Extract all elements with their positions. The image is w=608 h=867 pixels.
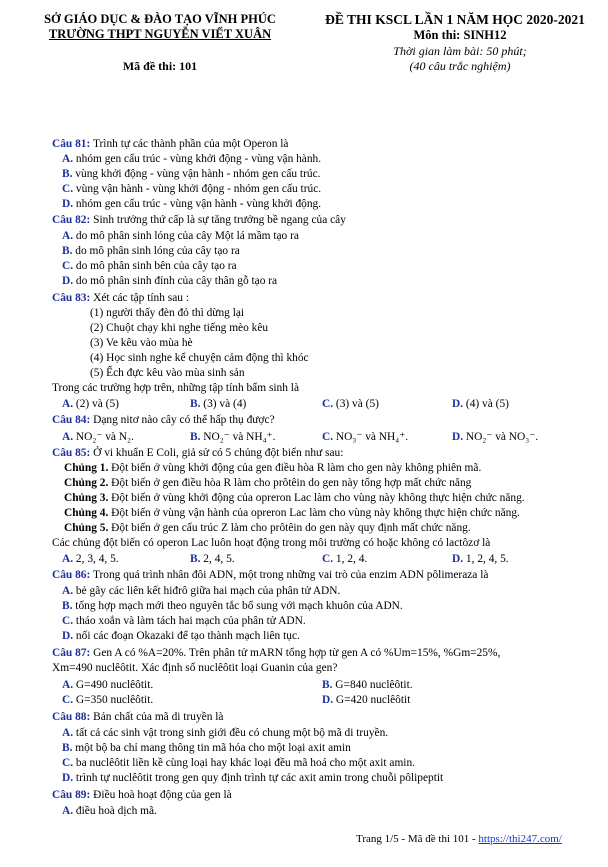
footer-text: Trang 1/5 - Mã đề thi 101 - bbox=[356, 833, 479, 845]
option-83d: D. (4) và (5) bbox=[452, 398, 509, 410]
question-stem: Trong các trường hợp trên, những tập tính bẩm sinh là bbox=[52, 382, 300, 394]
list-item: (5) Ếch đực kêu vào mùa sinh sản bbox=[90, 367, 245, 379]
option-86a: A. bẻ gãy các liên kết hiđrô giữa hai mạch của phân tử ADN. bbox=[62, 585, 341, 597]
option-87c: C. G=350 nuclêôtit. bbox=[62, 694, 154, 706]
strain-item: Chủng 5. Đột biến ở gen cấu trúc Z làm cho prôtêin do gen này quy định mất chức năng. bbox=[64, 522, 471, 534]
exam-code: Mã đề thi: 101 bbox=[122, 59, 198, 73]
question-82: Câu 82: Sinh trưởng thứ cấp là sự tăng trưởng bề ngang của cây bbox=[52, 214, 346, 226]
option-84b: B. NO₂⁻ và NH₄⁺. bbox=[190, 431, 276, 443]
option-84c: C. NO₃⁻ và NH₄⁺. bbox=[322, 431, 409, 443]
school-name: TRƯỜNG THPT NGUYỄN VIẾT XUÂN bbox=[48, 27, 272, 41]
option-85b: B. 2, 4, 5. bbox=[190, 553, 235, 565]
exam-title: ĐỀ THI KSCL LẦN 1 NĂM HỌC 2020-2021 bbox=[325, 12, 585, 27]
option-82c: C. do mô phân sinh bên của cây tạo ra bbox=[62, 260, 237, 272]
option-89a: A. điều hoà dịch mã. bbox=[62, 805, 157, 817]
option-85d: D. 1, 2, 4, 5. bbox=[452, 553, 509, 565]
option-81b: B. vùng khởi động - vùng vận hành - nhóm gen cấu trúc. bbox=[62, 168, 321, 180]
option-84d: D. NO₂⁻ và NO₃⁻. bbox=[452, 431, 539, 443]
footer-link[interactable]: https://thi247.com/ bbox=[478, 833, 562, 845]
page-footer bbox=[356, 832, 562, 847]
question-83: Câu 83: Xét các tập tính sau : bbox=[52, 292, 189, 304]
option-82b: B. do mô phân sinh lóng của cây tạo ra bbox=[62, 245, 240, 257]
option-88c: C. ba nuclêôtit liền kề cùng loại hay khác loại đều mã hoá cho một axit amin. bbox=[62, 757, 416, 769]
option-81d: D. nhóm gen cấu trúc - vùng vận hành - vùng khởi động. bbox=[62, 198, 322, 210]
option-81a: A. nhóm gen cấu trúc - vùng khởi động - vùng vận hành. bbox=[62, 153, 322, 165]
question-81 bbox=[52, 137, 289, 152]
option-81c: C. vùng vận hành - vùng khởi động - nhóm gen cấu trúc. bbox=[62, 183, 322, 195]
exam-time: Thời gian làm bài: 50 phút; bbox=[393, 44, 527, 58]
question-text-cont: Xm=490 nuclêôtit. Xác định số nuclêôtit loại Guanin của gen? bbox=[52, 662, 338, 674]
option-88d: D. trình tự nuclêôtit trong gen quy định trình tự các axit amin trong chuỗi pôlipeptit bbox=[62, 772, 444, 784]
option-85a: A. 2, 3, 4, 5. bbox=[62, 553, 119, 565]
option-86c: C. tháo xoắn và làm tách hai mạch của phân tử ADN. bbox=[62, 615, 306, 627]
question-stem: Các chủng đột biến có operon Lac luôn hoạt động trong môi trường có hoặc không có lactôzơ là bbox=[52, 537, 491, 549]
question-87: Câu 87: Gen A có %A=20%. Trên phân tử mARN tổng hợp từ gen A có %Um=15%, %Gm=25%, bbox=[52, 647, 501, 659]
question-count: (40 câu trắc nghiệm) bbox=[409, 59, 511, 73]
option-83b: B. (3) và (4) bbox=[190, 398, 247, 410]
option-82a: A. do mô phân sinh lóng của cây Một lá mầm tạo ra bbox=[62, 230, 299, 242]
option-88b: B. một bộ ba chỉ mang thông tin mã hóa cho một loại axit amin bbox=[62, 742, 351, 754]
question-label: Câu 81: bbox=[52, 138, 91, 150]
dept-name: SỞ GIÁO DỤC & ĐÀO TẠO VĨNH PHÚC bbox=[44, 12, 276, 26]
option-85c: C. 1, 2, 4. bbox=[322, 553, 368, 565]
option-83a: A. (2) và (5) bbox=[62, 398, 119, 410]
strain-item: Chủng 4. Đột biến ở vùng vận hành của opreron Lac làm cho vùng này không thực hiện chức năng. bbox=[64, 507, 520, 519]
strain-item: Chủng 2. Đột biến ở gen điều hòa R làm cho prôtêin do gen này tổng hợp mất chức năng bbox=[64, 477, 472, 489]
question-text: Trình tự các thành phần của một Operon là bbox=[90, 138, 289, 150]
option-83c: C. (3) và (5) bbox=[322, 398, 379, 410]
subject: Môn thi: SINH12 bbox=[413, 28, 507, 42]
question-85: Câu 85: Ở vi khuẩn E Coli, giả sử có 5 chủng đột biến như sau: bbox=[52, 447, 344, 459]
list-item: (4) Học sinh nghe kể chuyện cảm động thì khóc bbox=[90, 352, 309, 364]
question-89: Câu 89: Điều hoà hoạt động của gen là bbox=[52, 789, 232, 801]
strain-item: Chủng 1. Đột biến ở vùng khởi động của gen điều hòa R làm cho gen này không phiên mã. bbox=[64, 462, 482, 474]
option-86d: D. nối các đoạn Okazaki để tạo thành mạch liên tục. bbox=[62, 630, 300, 642]
option-86b: B. tổng hợp mạch mới theo nguyên tắc bổ sung với mạch khuôn của ADN. bbox=[62, 600, 403, 612]
question-86: Câu 86: Trong quá trình nhân đôi ADN, một trong những vai trò của enzim ADN pôlimeraza là bbox=[52, 569, 489, 581]
question-84: Câu 84: Dạng nitơ nào cây có thể hấp thụ được? bbox=[52, 414, 275, 426]
option-82d: D. do mô phân sinh đỉnh của cây thân gỗ tạo ra bbox=[62, 275, 278, 287]
list-item: (2) Chuột chạy khi nghe tiếng mèo kêu bbox=[90, 322, 269, 334]
option-87d: D. G=420 nuclêôtit bbox=[322, 694, 411, 706]
option-84a: A. NO₂⁻ và N₂. bbox=[62, 431, 134, 443]
strain-item: Chủng 3. Đột biến ở vùng khởi động của opreron Lac làm cho vùng này không thực hiện chức năng. bbox=[64, 492, 525, 504]
question-88: Câu 88: Bản chất của mã di truyền là bbox=[52, 711, 224, 723]
option-87b: B. G=840 nuclêôtit. bbox=[322, 679, 413, 691]
list-item: (1) người thấy đèn đỏ thì dừng lại bbox=[90, 307, 245, 319]
option-87a: A. G=490 nuclêôtit. bbox=[62, 679, 154, 691]
option-88a: A. tất cả các sinh vật trong sinh giới đều có chung một bộ mã di truyền. bbox=[62, 727, 389, 739]
list-item: (3) Ve kêu vào mùa hè bbox=[90, 337, 193, 349]
